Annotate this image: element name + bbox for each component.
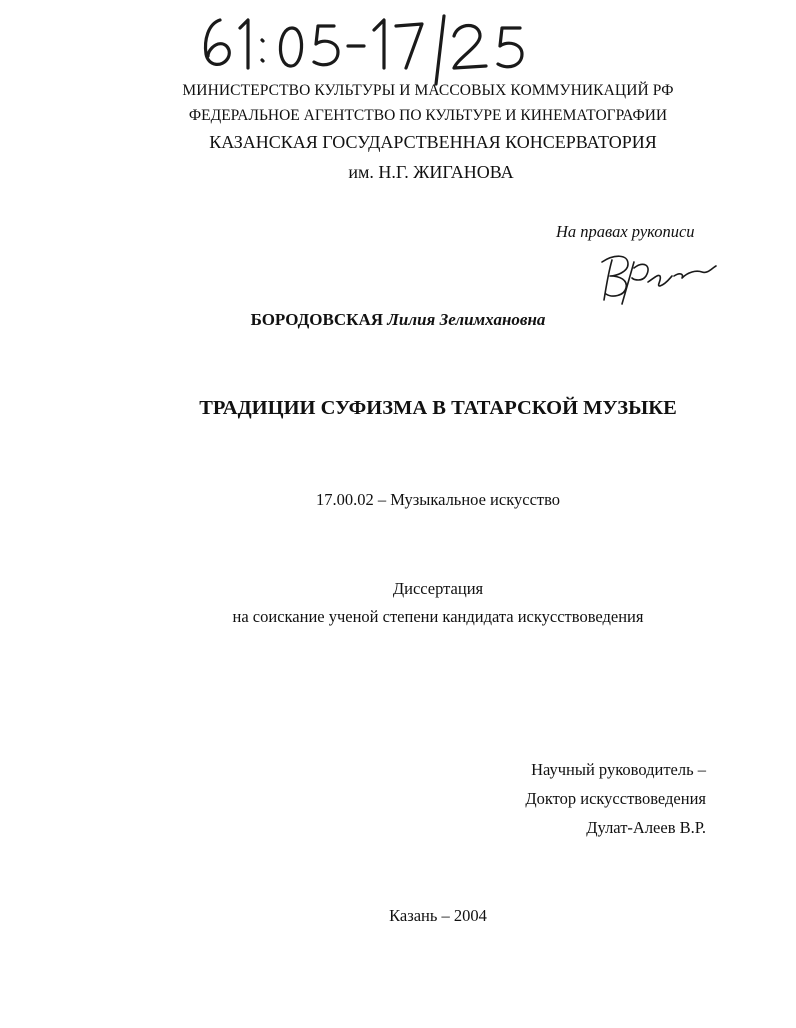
- archive-code-handwriting: [196, 6, 536, 86]
- ministry-heading: МИНИСТЕРСТВО КУЛЬТУРЫ И МАССОВЫХ КОММУНИКАЦИЙ РФ: [182, 82, 674, 99]
- work-type: Диссертация: [392, 579, 484, 598]
- institution-heading: КАЗАНСКАЯ ГОСУДАРСТВЕННАЯ КОНСЕРВАТОРИЯ: [209, 132, 657, 152]
- institution-named-after: им. Н.Г. ЖИГАНОВА: [348, 162, 514, 182]
- supervisor-degree: Доктор искусствоведения: [525, 789, 706, 808]
- supervisor-name: Дулат-Алеев В.Р.: [586, 818, 706, 837]
- author-surname: БОРОДОВСКАЯ: [250, 310, 384, 329]
- supervisor-role: Научный руководитель –: [531, 760, 706, 779]
- supervisor-block: [525, 755, 706, 842]
- specialty-code: 17.00.02 – Музыкальное искусство: [315, 490, 561, 509]
- manuscript-rights-note: На правах рукописи: [556, 222, 695, 241]
- agency-heading: ФЕДЕРАЛЬНОЕ АГЕНТСТВО ПО КУЛЬТУРЕ И КИНЕМАТОГРАФИИ: [188, 107, 668, 124]
- degree-sought: на соискание ученой степени кандидата искусствоведения: [232, 607, 644, 626]
- handwritten-signature-icon: [598, 248, 720, 306]
- city-year: Казань – 2004: [389, 906, 487, 925]
- author-given-names: Лилия Зелимхановна: [387, 310, 546, 329]
- dissertation-title: ТРАДИЦИИ СУФИЗМА В ТАТАРСКОЙ МУЗЫКЕ: [199, 397, 677, 419]
- author-name: [0, 310, 796, 330]
